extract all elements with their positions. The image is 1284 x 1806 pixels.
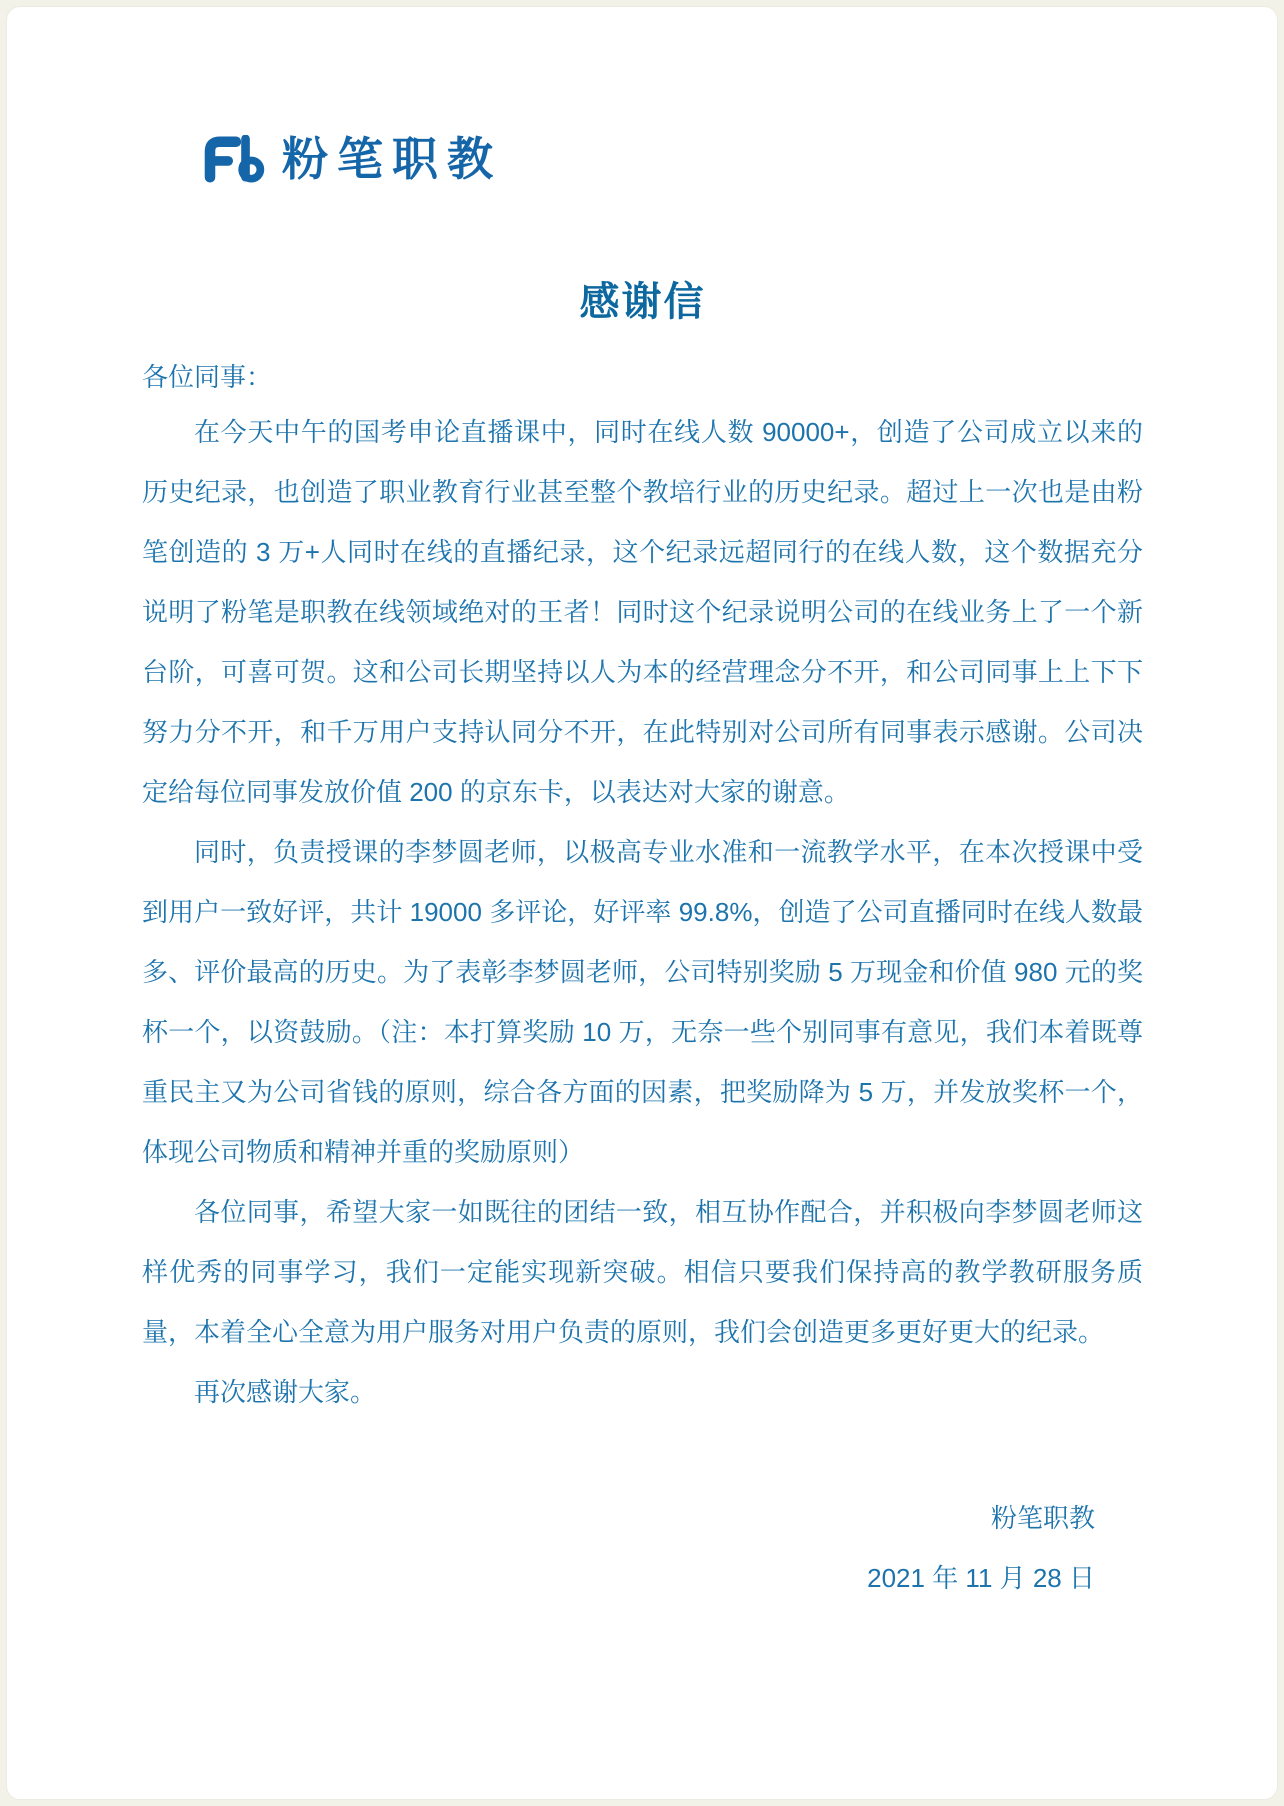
signature: 粉笔职教 bbox=[990, 1503, 1095, 1533]
paragraph-3: 各位同事，希望大家一如既往的团结一致，相互协作配合，并积极向李梦圆老师这样优秀的同事学习，我们一定能实现新突破。相信只要我们保持高的教学教研服务质量，本着全心全意为用户服务对用户负责的原则，我们会创造更多更好更大的纪录。 bbox=[142, 1197, 1143, 1347]
date: 2021 年 11 月 28 日 bbox=[867, 1563, 1095, 1593]
letter-page bbox=[6, 6, 1278, 1800]
company-logo-text: 粉笔职教 bbox=[282, 133, 502, 185]
letter-content bbox=[7, 135, 1277, 1608]
page-title: 感谢信 bbox=[579, 280, 706, 324]
paragraph-closing: 再次感谢大家。 bbox=[194, 1377, 377, 1407]
salutation: 各位同事： bbox=[142, 362, 273, 392]
paragraph-2: 同时，负责授课的李梦圆老师，以极高专业水准和一流教学水平，在本次授课中受到用户一致好评，共计 19000 多评论，好评率 99.8%，创造了公司直播同时在线人数最多、评价最高的历史。为了表彰李梦圆老师，公司特别奖励 5 万现金和价值 980 元的奖杯一个，以资鼓励。（注：本打算奖励 10 万，无奈一些个别同事有意见，我们本着既尊重民主又为公司省钱的原则，综合各方面的因素，把奖励降为 5 万，并发放奖杯一个，体现公司物质和精神并重的奖励原则） bbox=[142, 837, 1143, 1167]
company-logo bbox=[202, 135, 1143, 183]
signature-block bbox=[142, 1488, 1143, 1608]
paragraph-1: 在今天中午的国考申论直播课中，同时在线人数 90000+，创造了公司成立以来的历史纪录，也创造了职业教育行业甚至整个教培行业的历史纪录。超过上一次也是由粉笔创造的 3 万+人同时在线的直播纪录，这个纪录远超同行的在线人数，这个数据充分说明了粉笔是职教在线领域绝对的王者！同时这个纪录说明公司的在线业务上了一个新台阶，可喜可贺。这和公司长期坚持以人为本的经营理念分不开，和公司同事上上下下努力分不开，和千万用户支持认同分不开，在此特别对公司所有同事表示感谢。公司决定给每位同事发放价值 200 的京东卡，以表达对大家的谢意。 bbox=[142, 417, 1143, 807]
fb-logo-icon bbox=[202, 135, 266, 183]
letter-body bbox=[142, 402, 1143, 1422]
